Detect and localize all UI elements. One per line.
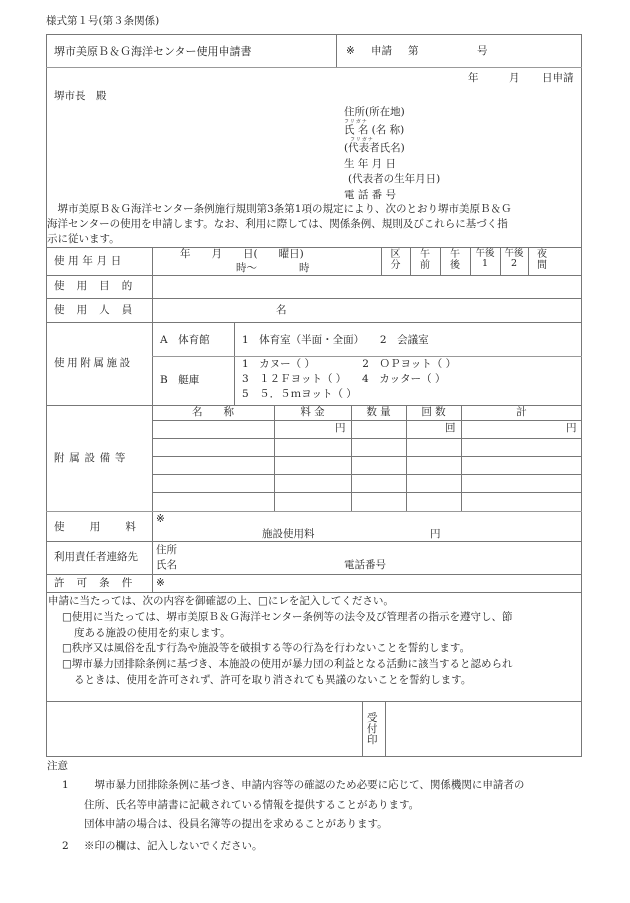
date-month-label: 月 <box>509 72 520 84</box>
notes-title: 注意 <box>47 760 68 772</box>
use-date-line1: 年 月 日( 曜日) <box>180 248 304 260</box>
application-number-field[interactable] <box>425 41 473 59</box>
time-slot-2[interactable]: 午 後 <box>450 249 460 271</box>
fee-yen: 円 <box>430 528 441 540</box>
divider <box>336 34 337 67</box>
people-label: 使用人員 <box>54 304 145 316</box>
divider <box>46 541 582 542</box>
equipment-cell-input[interactable] <box>407 421 460 437</box>
check-item-antigang-cont: るときは、使用を許可されず、許可を取り消されても異議のないことを誓約します。 <box>74 674 472 686</box>
use-date-line2: 時～ 時 <box>236 262 310 274</box>
facilities-label: 使用附属施設 <box>54 357 133 369</box>
date-year-label: 年 <box>468 72 479 84</box>
phone-field[interactable] <box>420 187 575 202</box>
equipment-unit-label: 回 <box>445 422 456 434</box>
facility-fee-field[interactable] <box>320 526 425 540</box>
equipment-cell-input[interactable] <box>275 457 350 473</box>
facility-group-boathouse: B 艇庫 <box>160 374 200 386</box>
equipment-cell-input[interactable] <box>407 439 460 455</box>
representative-name-field[interactable] <box>420 140 575 155</box>
contact-name-field[interactable] <box>180 558 335 572</box>
divider <box>46 67 582 68</box>
equipment-cell-input[interactable] <box>462 457 581 473</box>
divider <box>46 574 582 575</box>
divider <box>46 275 582 276</box>
equipment-cell-input[interactable] <box>153 439 273 455</box>
equipment-cell-input[interactable] <box>275 493 350 509</box>
facility-group-gym: A 体育館 <box>160 334 210 346</box>
note-1-number: 1 <box>62 779 69 791</box>
note-1-line3: 団体申請の場合は、役員名簿等の提出を求めることがあります。 <box>84 818 388 830</box>
equipment-cell-input[interactable] <box>352 439 405 455</box>
declaration-text-line2: 海洋センターの使用を申請します。なお、利用に際しては、関係条例、規則及びこれらに基づく指 <box>47 218 508 230</box>
date-day-apply-label: 日申請 <box>542 72 574 84</box>
equipment-cell-input[interactable] <box>407 475 460 491</box>
divider <box>46 247 582 248</box>
equipment-cell-input[interactable] <box>462 439 581 455</box>
contact-phone-label: 電話番号 <box>344 559 386 571</box>
note-1-line2: 住所、氏名等申請書に記載されている情報を提供することがあります。 <box>84 799 420 811</box>
equipment-column-header: 数 量 <box>366 406 391 418</box>
use-date-field[interactable] <box>154 249 379 274</box>
equipment-cell-input[interactable] <box>275 475 350 491</box>
purpose-label: 使用目的 <box>54 280 145 292</box>
permit-mark: ※ <box>156 577 165 589</box>
equipment-cell-input[interactable] <box>352 421 405 437</box>
birthdate-label: 生 年 月 日 <box>344 158 397 170</box>
check-item-compliance[interactable]: □使用に当たっては、堺市美原Ｂ＆Ｇ海洋センター条例等の法令及び管理者の指示を遵守し、節 <box>62 611 513 623</box>
equipment-cell-input[interactable] <box>153 421 273 437</box>
divider <box>46 298 582 299</box>
equipment-column-header: 回 数 <box>421 406 446 418</box>
equipment-column-header: 料 金 <box>300 406 325 418</box>
application-number-go: 号 <box>477 45 488 57</box>
equipment-unit-label: 円 <box>566 422 577 434</box>
equipment-cell-input[interactable] <box>352 493 405 509</box>
reception-stamp-label: 受 付 印 <box>367 712 378 747</box>
facility-boat-options-1[interactable]: 1 カヌー（ ） 2 ＯＰヨット（ ） <box>242 358 457 370</box>
equipment-cell-input[interactable] <box>462 493 581 509</box>
form-title: 堺市美原Ｂ＆Ｇ海洋センター使用申請書 <box>54 45 252 58</box>
furigana-label-rep: フリガナ <box>350 137 374 143</box>
time-slot-5[interactable]: 夜 間 <box>537 249 547 271</box>
addressee: 堺市長 殿 <box>54 90 107 102</box>
check-item-compliance-cont: 度ある施設の使用を約束します。 <box>74 627 231 639</box>
check-item-order[interactable]: □秩序又は風俗を乱す行為や施設等を破損する等の行為を行わないことを誓約します。 <box>62 642 471 654</box>
facility-gym-options[interactable]: 1 体育室（半面・全面） 2 会議室 <box>242 334 429 346</box>
note-2-line1: ※印の欄は、記入しないでください。 <box>84 840 263 852</box>
application-number-dai: 第 <box>408 45 419 57</box>
representative-birthdate-label: (代表者の生年月日) <box>348 173 441 185</box>
time-slot-4[interactable]: 午後 2 <box>504 248 524 270</box>
divider <box>46 701 582 702</box>
time-slot-1[interactable]: 午 前 <box>420 249 430 271</box>
divider <box>46 592 582 593</box>
equipment-column-header: 名 称 <box>192 406 234 418</box>
divider <box>152 356 582 357</box>
form-number: 様式第１号(第３条関係) <box>46 15 160 27</box>
equipment-cell-input[interactable] <box>275 421 350 437</box>
equipment-cell-input[interactable] <box>153 493 273 509</box>
equipment-cell-input[interactable] <box>352 475 405 491</box>
reception-stamp-area <box>387 703 580 755</box>
equipment-unit-label: 円 <box>335 422 346 434</box>
time-slot-3[interactable]: 午後 1 <box>475 248 495 270</box>
furigana-label: フリガナ <box>344 119 368 125</box>
address-label: 住所(所在地) <box>344 106 405 118</box>
declaration-text-line1: 堺市美原Ｂ＆Ｇ海洋センター条例施行規則第3条第1項の規定により、次のとおり堺市美原Ｂ＆Ｇ <box>47 203 512 215</box>
facility-boat-options-2[interactable]: 3 １２Ｆヨット（ ） 4 カッター（ ） <box>242 373 446 385</box>
name-label: 氏 名 (名 称) <box>344 124 405 136</box>
equipment-cell-input[interactable] <box>352 457 405 473</box>
note-2-number: 2 <box>62 840 69 852</box>
divider <box>46 511 582 512</box>
check-item-antigang[interactable]: □堺市暴力団排除条例に基づき、本施設の使用が暴力団の利益となる活動に該当すると認められ <box>62 658 513 670</box>
contact-address-field[interactable] <box>180 543 578 557</box>
fee-mark: ※ <box>156 513 165 525</box>
contact-phone-field[interactable] <box>392 558 578 572</box>
equipment-column-header: 計 <box>516 406 527 418</box>
contact-address-label: 住所 <box>156 544 177 556</box>
equipment-cell-input[interactable] <box>153 475 273 491</box>
application-number-label: 申請 <box>371 45 392 57</box>
fee-label: 使用料 <box>54 521 162 533</box>
equipment-label: 附属設備等 <box>54 452 131 464</box>
facility-fee-label: 施設使用料 <box>262 528 315 540</box>
note-1-line1: 堺市暴力団排除条例に基づき、申請内容等の確認のため必要に応じて、関係機関に申請者の <box>84 779 525 791</box>
use-date-label: 使用年月日 <box>54 255 125 267</box>
birthdate-field[interactable] <box>420 156 575 171</box>
equipment-cell-input[interactable] <box>407 457 460 473</box>
equipment-cell-input[interactable] <box>462 421 581 437</box>
divider <box>385 701 386 757</box>
equipment-cell-input[interactable] <box>407 493 460 509</box>
name-field[interactable] <box>420 122 575 137</box>
divider <box>234 322 235 405</box>
application-number-mark: ※ <box>346 45 355 57</box>
equipment-cell-input[interactable] <box>275 439 350 455</box>
people-unit: 名 <box>276 304 287 316</box>
purpose-field[interactable] <box>154 277 580 297</box>
checks-intro: 申請に当たっては、次の内容を御確認の上、□にレを記入してください。 <box>48 595 394 607</box>
divider <box>362 701 363 757</box>
permit-label: 許可条件 <box>54 577 145 589</box>
representative-name-label: (代表者氏名) <box>344 142 405 154</box>
equipment-cell-input[interactable] <box>153 457 273 473</box>
divider <box>46 322 582 323</box>
contact-label: 利用責任者連絡先 <box>54 551 138 563</box>
contact-name-label: 氏名 <box>156 559 177 571</box>
facility-boat-options-3[interactable]: 5 ５．５ｍヨット（ ） <box>242 388 357 400</box>
declaration-text-line3: 示に従います。 <box>47 233 120 245</box>
address-field[interactable] <box>420 104 575 119</box>
equipment-cell-input[interactable] <box>462 475 581 491</box>
people-count-field[interactable] <box>154 300 274 320</box>
slot-header-category: 区 分 <box>390 249 401 271</box>
phone-label: 電 話 番 号 <box>344 189 397 201</box>
